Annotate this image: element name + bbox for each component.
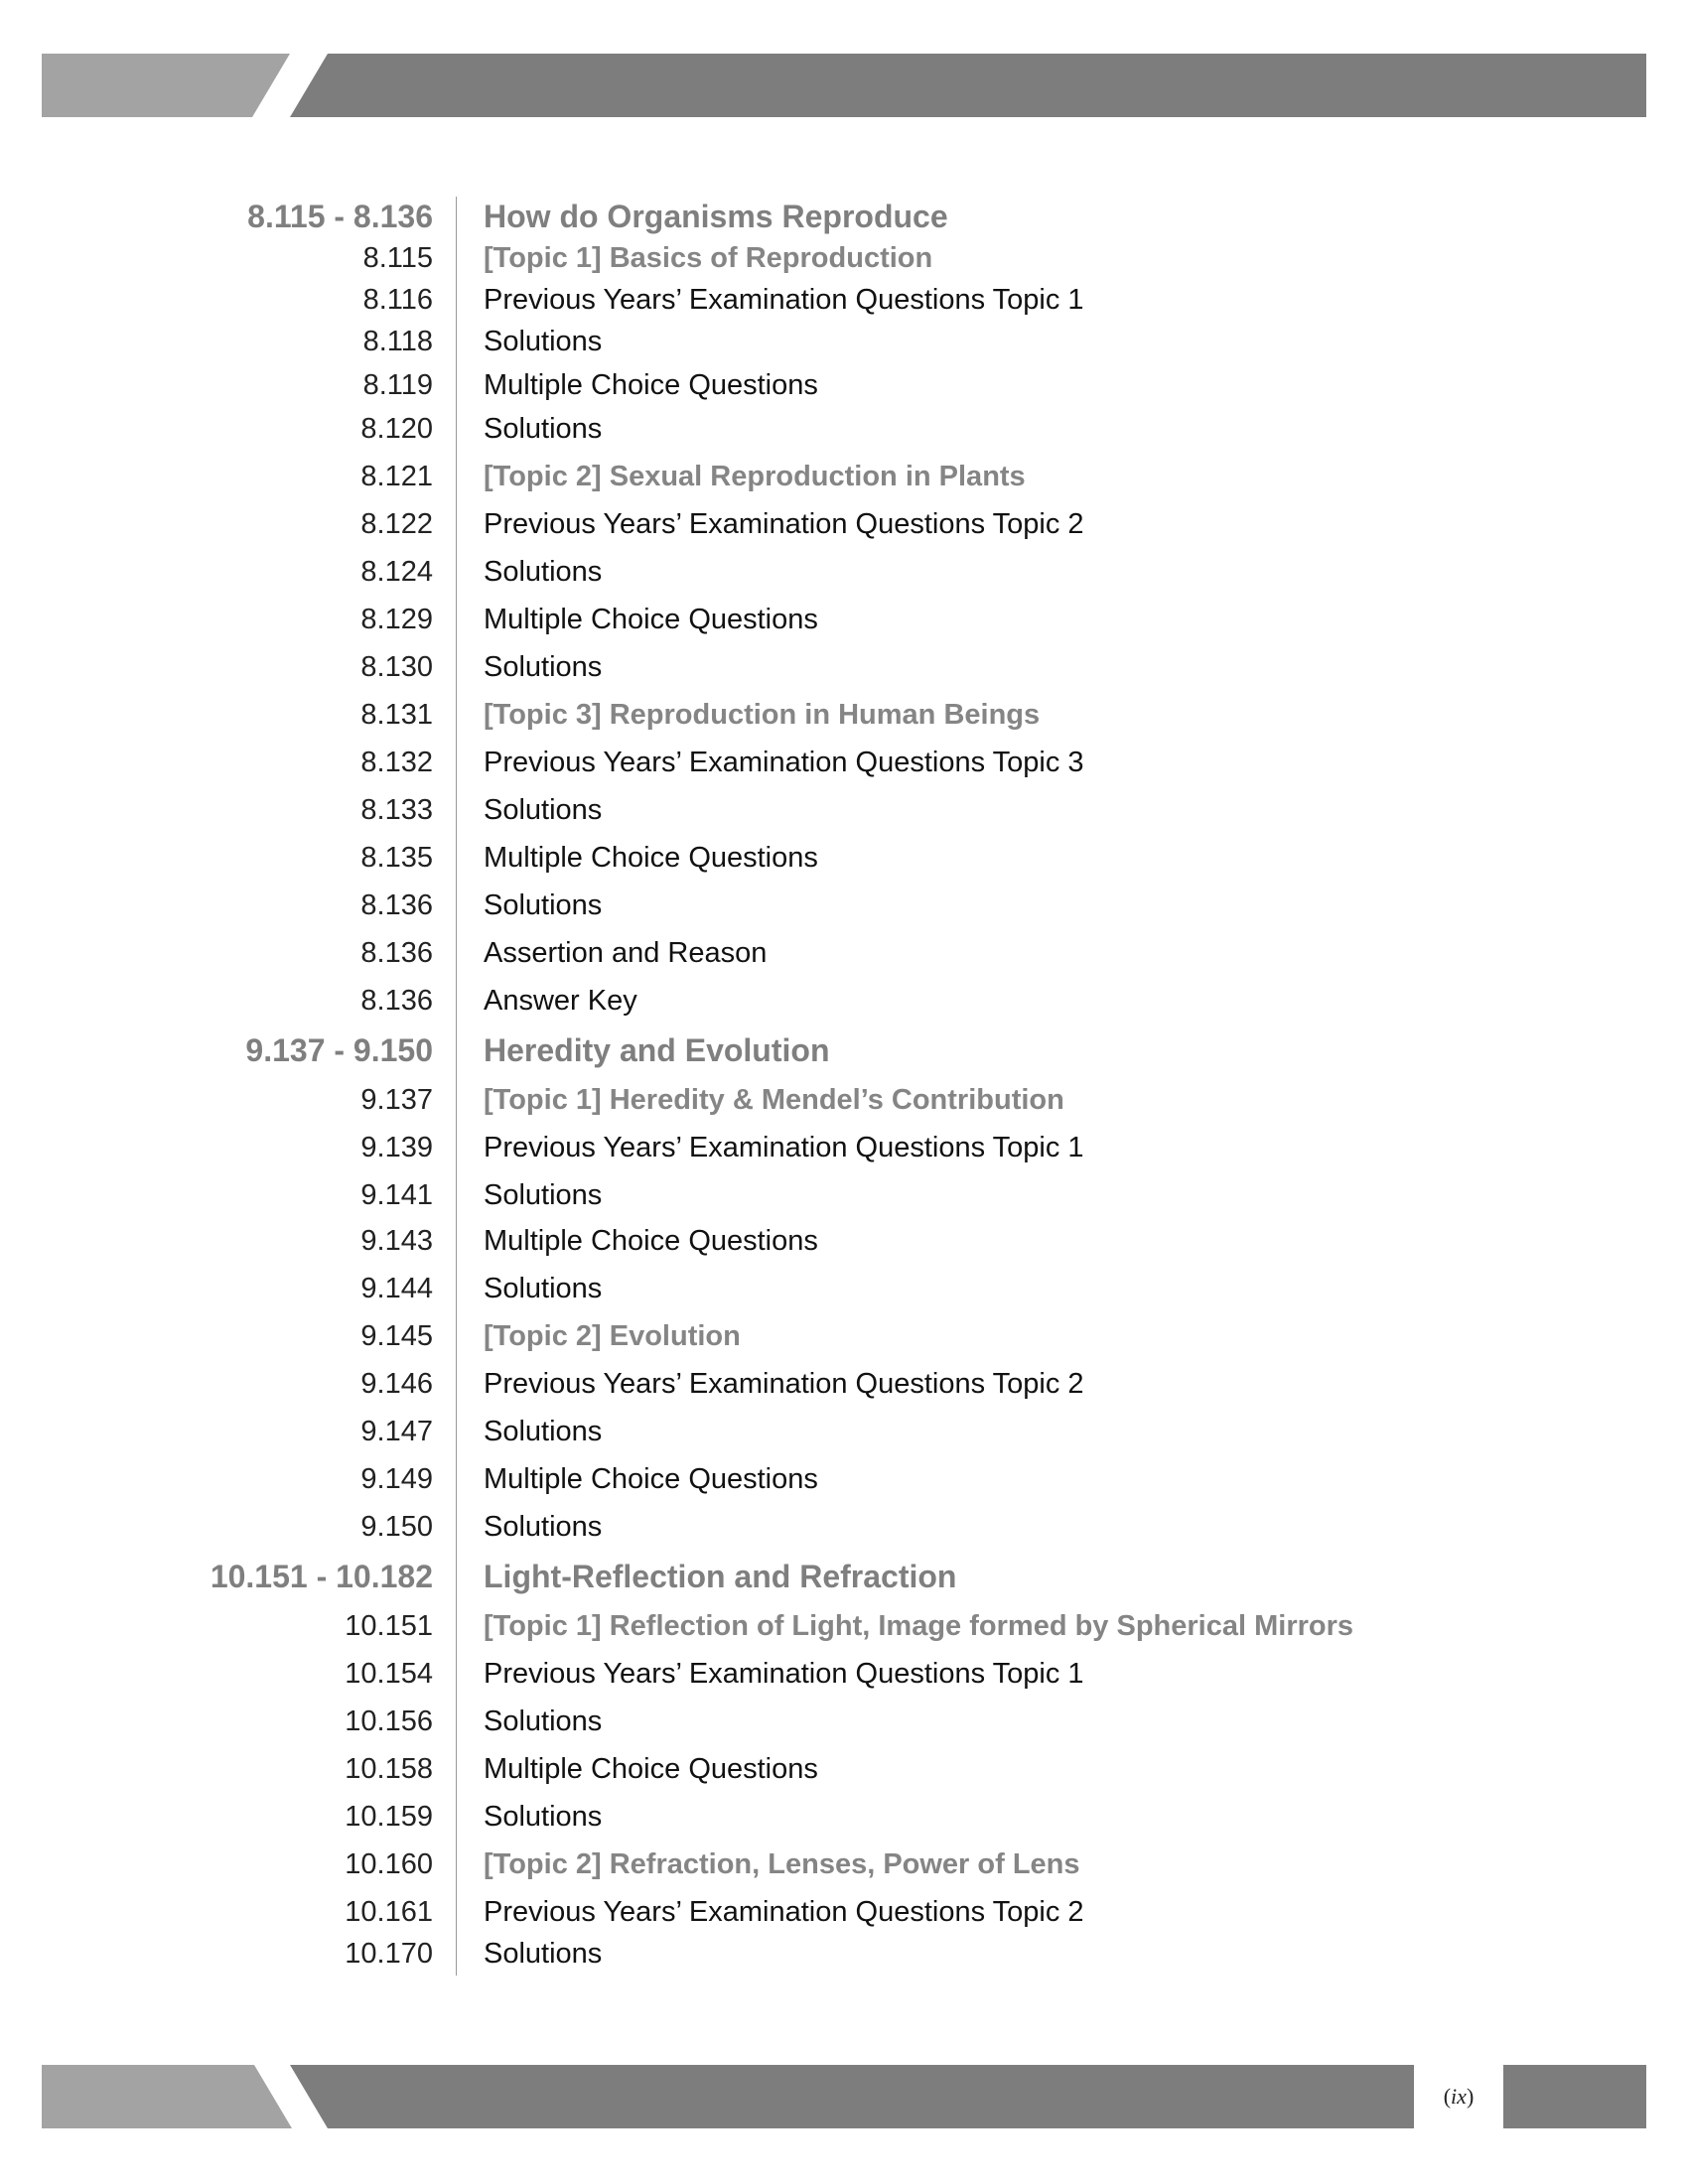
toc-entry-row	[0, 1269, 1688, 1308]
toc-entry-row	[0, 886, 1688, 925]
toc-entry-row	[0, 409, 1688, 449]
toc-entry-title: Previous Years’ Examination Questions Topic 2	[484, 508, 1084, 540]
toc-entry-title: Previous Years’ Examination Questions Topic 3	[484, 747, 1084, 778]
toc-page-ref: 10.158	[345, 1753, 433, 1785]
toc-entry-row	[0, 504, 1688, 544]
toc-chapter-row	[0, 197, 1688, 236]
toc-page-ref: 9.143	[360, 1225, 433, 1257]
toc-entry-row	[0, 1507, 1688, 1547]
toc-entry-title: [Topic 3] Reproduction in Human Beings	[484, 699, 1041, 731]
toc-page-ref: 9.137	[360, 1084, 433, 1116]
toc-entry-title: Solutions	[484, 326, 603, 357]
toc-page-ref: 9.137 - 9.150	[245, 1032, 433, 1068]
toc-page-ref: 8.115	[362, 242, 433, 274]
toc-entry-row	[0, 1654, 1688, 1694]
toc-entry-row	[0, 1749, 1688, 1789]
toc-chapter-row	[0, 1030, 1688, 1070]
toc-topic-row	[0, 1606, 1688, 1646]
toc-entry-title: Solutions	[484, 1938, 603, 1970]
toc-entry-title: Previous Years’ Examination Questions Topic 2	[484, 1368, 1084, 1400]
toc-entry-title: Heredity and Evolution	[484, 1032, 830, 1068]
toc-entry-title: Solutions	[484, 556, 603, 588]
toc-entry-title: [Topic 2] Refraction, Lenses, Power of Lens	[484, 1848, 1080, 1880]
toc-page-ref: 8.136	[360, 889, 433, 921]
toc-entry-row	[0, 1128, 1688, 1167]
toc-entry-title: Multiple Choice Questions	[484, 1753, 818, 1785]
toc-page-ref: 9.144	[360, 1273, 433, 1304]
toc-entry-title: Assertion and Reason	[484, 937, 768, 969]
toc-entry-title: [Topic 2] Sexual Reproduction in Plants	[484, 461, 1026, 492]
page-number: (ix)	[1443, 2084, 1475, 2109]
toc-page-ref: 10.156	[345, 1706, 433, 1737]
toc-entry-title: [Topic 1] Basics of Reproduction	[484, 242, 933, 274]
toc-entry-row	[0, 600, 1688, 639]
toc-page-ref: 8.115 - 8.136	[247, 199, 433, 234]
toc-page-ref: 10.154	[345, 1658, 433, 1690]
toc-entry-title: Multiple Choice Questions	[484, 1463, 818, 1495]
toc-page-ref: 8.116	[362, 284, 433, 316]
toc-entry-row	[0, 1175, 1688, 1215]
toc-entry-title: Solutions	[484, 889, 603, 921]
toc-entry-row	[0, 1702, 1688, 1741]
toc-page-ref: 9.150	[360, 1511, 433, 1543]
toc-entry-row	[0, 1797, 1688, 1837]
toc-page-ref: 9.149	[360, 1463, 433, 1495]
toc-page-ref: 9.147	[360, 1416, 433, 1447]
toc-entry-row	[0, 365, 1688, 405]
toc-entry-title: Answer Key	[484, 985, 637, 1017]
toc-entry-title: Solutions	[484, 413, 603, 445]
toc-topic-row	[0, 1844, 1688, 1884]
toc-entry-row	[0, 322, 1688, 361]
toc-page-ref: 8.122	[360, 508, 433, 540]
toc-entry-title: Solutions	[484, 1416, 603, 1447]
toc-page-ref: 8.133	[360, 794, 433, 826]
toc-entry-row	[0, 1412, 1688, 1451]
toc-entry-row	[0, 790, 1688, 830]
footer-band-light-segment	[42, 2065, 292, 2128]
toc-page-ref: 10.161	[345, 1896, 433, 1928]
toc-page-ref: 9.141	[360, 1179, 433, 1211]
header-band-dark-segment	[290, 54, 1646, 117]
toc-page-ref: 8.129	[360, 604, 433, 635]
toc-topic-row	[0, 238, 1688, 278]
toc-entry-title: Multiple Choice Questions	[484, 842, 818, 874]
toc-entry-row	[0, 647, 1688, 687]
toc-page-ref: 8.120	[360, 413, 433, 445]
toc-entry-title: Solutions	[484, 1273, 603, 1304]
toc-page-ref: 8.136	[360, 985, 433, 1017]
toc-entry-title: Previous Years’ Examination Questions Topic 1	[484, 1658, 1084, 1690]
toc-entry-row	[0, 743, 1688, 782]
toc-entry-title: Previous Years’ Examination Questions Topic 1	[484, 284, 1084, 316]
toc-entry-row	[0, 280, 1688, 320]
toc-entry-title: Solutions	[484, 1801, 603, 1833]
toc-entry-title: Multiple Choice Questions	[484, 369, 818, 401]
toc-entry-title: How do Organisms Reproduce	[484, 199, 948, 234]
toc-entry-title: [Topic 1] Heredity & Mendel’s Contribution	[484, 1084, 1064, 1116]
toc-page-ref: 10.160	[345, 1848, 433, 1880]
toc-page-ref: 10.170	[345, 1938, 433, 1970]
toc-entry-title: Solutions	[484, 1511, 603, 1543]
page-number-box	[1414, 2065, 1503, 2128]
toc-page-ref: 10.151 - 10.182	[210, 1559, 433, 1594]
toc-entry-title: Previous Years’ Examination Questions Topic 2	[484, 1896, 1084, 1928]
toc-topic-row	[0, 1080, 1688, 1120]
toc-page-ref: 8.135	[360, 842, 433, 874]
toc-page-ref: 8.131	[360, 699, 433, 731]
toc-entry-title: Solutions	[484, 1179, 603, 1211]
toc-topic-row	[0, 457, 1688, 496]
toc-page-ref: 10.151	[345, 1610, 433, 1642]
toc-entry-title: Multiple Choice Questions	[484, 1225, 818, 1257]
toc-entry-row	[0, 1459, 1688, 1499]
toc-page-ref: 9.139	[360, 1132, 433, 1163]
toc-page-ref: 8.124	[360, 556, 433, 588]
toc-page-ref: 8.121	[360, 461, 433, 492]
toc-page-ref: 10.159	[345, 1801, 433, 1833]
toc-entry-row	[0, 1221, 1688, 1261]
toc-page-ref: 8.119	[362, 369, 433, 401]
toc-page-ref: 9.145	[360, 1320, 433, 1352]
toc-entry-title: Solutions	[484, 651, 603, 683]
toc-page-ref: 8.130	[360, 651, 433, 683]
header-band-light-segment	[42, 54, 290, 117]
toc-entry-title: Light-Reflection and Refraction	[484, 1559, 957, 1594]
toc-chapter-row	[0, 1557, 1688, 1596]
table-of-contents	[0, 197, 1688, 1976]
toc-entry-row	[0, 933, 1688, 973]
toc-entry-row	[0, 981, 1688, 1021]
toc-entry-title: [Topic 2] Evolution	[484, 1320, 741, 1352]
toc-entry-row	[0, 1892, 1688, 1932]
toc-topic-row	[0, 695, 1688, 735]
toc-entry-row	[0, 1934, 1688, 1974]
toc-entry-title: Solutions	[484, 1706, 603, 1737]
toc-page-ref: 8.132	[360, 747, 433, 778]
toc-entry-row	[0, 1364, 1688, 1404]
toc-page-ref: 8.136	[360, 937, 433, 969]
toc-page-ref: 8.118	[362, 326, 433, 357]
toc-entry-title: [Topic 1] Reflection of Light, Image formed by Spherical Mirrors	[484, 1610, 1354, 1642]
toc-topic-row	[0, 1316, 1688, 1356]
toc-entry-title: Solutions	[484, 794, 603, 826]
toc-entry-row	[0, 838, 1688, 878]
toc-entry-row	[0, 552, 1688, 592]
toc-page-ref: 9.146	[360, 1368, 433, 1400]
header-band	[0, 54, 1688, 117]
toc-entry-title: Multiple Choice Questions	[484, 604, 818, 635]
toc-entry-title: Previous Years’ Examination Questions Topic 1	[484, 1132, 1084, 1163]
